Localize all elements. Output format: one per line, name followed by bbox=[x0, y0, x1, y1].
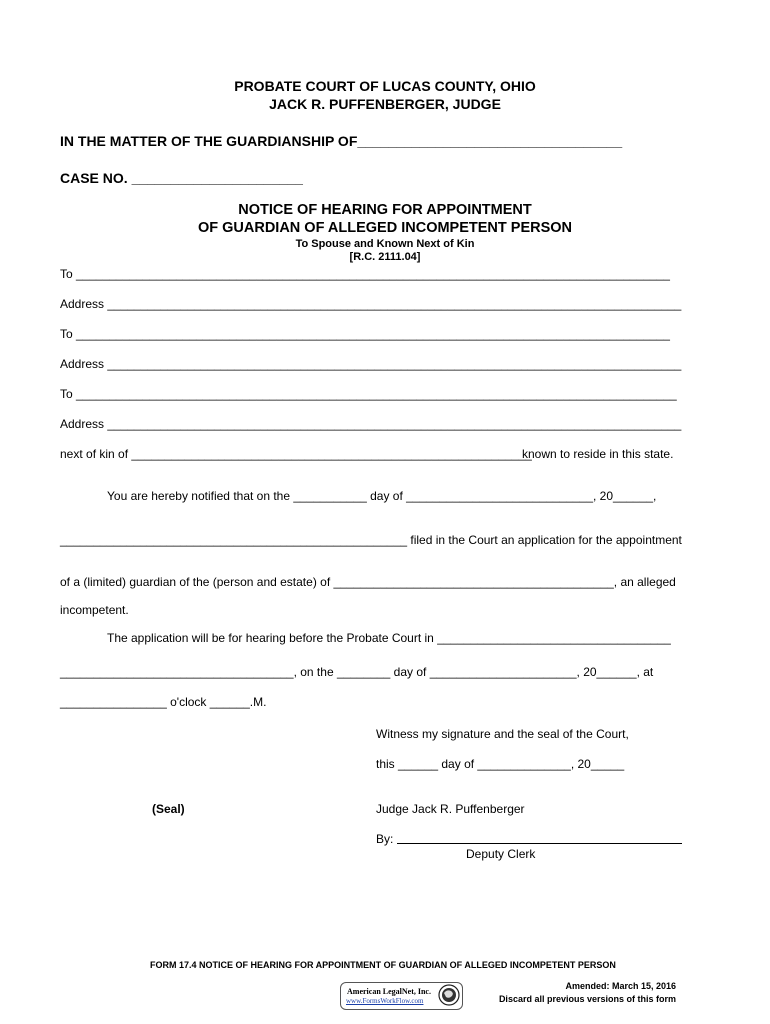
american-legalnet-logo bbox=[340, 982, 463, 1010]
address-line-2: Address ______________________________________________________________________________________ bbox=[60, 357, 682, 371]
hearing-paragraph-1: The application will be for hearing before the Probate Court in ___________________________________ bbox=[107, 631, 671, 645]
discard-notice: Discard all previous versions of this form bbox=[498, 994, 676, 1004]
notice-paragraph-2: ____________________________________________________ filed in the Court an application for the appointment bbox=[60, 533, 682, 547]
amended-date: Amended: March 15, 2016 bbox=[565, 981, 676, 991]
to-line-1: To _________________________________________________________________________________________ bbox=[60, 267, 670, 281]
case-number: CASE NO. ______________________ bbox=[60, 170, 303, 186]
seal-label: (Seal) bbox=[152, 802, 185, 816]
notice-subtitle: To Spouse and Known Next of Kin bbox=[295, 238, 475, 250]
statute-reference: [R.C. 2111.04] bbox=[349, 251, 421, 263]
guardianship-matter: IN THE MATTER OF THE GUARDIANSHIP OF__________________________________ bbox=[60, 133, 623, 149]
notice-paragraph-4: incompetent. bbox=[60, 603, 129, 617]
form-footer-title: FORM 17.4 NOTICE OF HEARING FOR APPOINTMENT OF GUARDIAN OF ALLEGED INCOMPETENT PERSON bbox=[150, 960, 616, 970]
hearing-time: ________________ o'clock ______.M. bbox=[60, 695, 267, 709]
hearing-paragraph-2: ___________________________________, on the ________ day of ______________________, 20______, at bbox=[60, 665, 654, 679]
notice-paragraph-1: You are hereby notified that on the ___________ day of ____________________________, 20______, bbox=[107, 489, 657, 503]
address-line-3: Address ______________________________________________________________________________________ bbox=[60, 417, 682, 431]
judge-name: JACK R. PUFFENBERGER, JUDGE bbox=[269, 96, 501, 112]
witness-statement: Witness my signature and the seal of the Court, bbox=[376, 727, 629, 741]
by-label: By: bbox=[376, 832, 394, 846]
notice-paragraph-3: of a (limited) guardian of the (person and estate) of __________________________________________, an alleged bbox=[60, 575, 676, 589]
known-to-reside: known to reside in this state. bbox=[522, 447, 674, 461]
to-line-3: To __________________________________________________________________________________________ bbox=[60, 387, 677, 401]
logo-company-name: American LegalNet, Inc. bbox=[347, 987, 431, 996]
signature-date: this ______ day of ______________, 20_____ bbox=[376, 757, 625, 771]
logo-website-link[interactable]: www.FormsWorkFlow.com bbox=[346, 997, 424, 1005]
notice-title-line1: NOTICE OF HEARING FOR APPOINTMENT bbox=[238, 202, 532, 218]
court-name: PROBATE COURT OF LUCAS COUNTY, OHIO bbox=[234, 78, 536, 94]
globe-icon bbox=[438, 984, 460, 1006]
deputy-clerk-label: Deputy Clerk bbox=[466, 847, 536, 861]
notice-title-line2: OF GUARDIAN OF ALLEGED INCOMPETENT PERSON bbox=[197, 220, 573, 236]
judge-signature-name: Judge Jack R. Puffenberger bbox=[376, 802, 525, 816]
next-of-kin-line: next of kin of ____________________________________________________________ bbox=[60, 447, 532, 461]
signature-line bbox=[397, 843, 682, 844]
to-line-2: To _________________________________________________________________________________________ bbox=[60, 327, 670, 341]
address-line-1: Address ______________________________________________________________________________________ bbox=[60, 297, 682, 311]
